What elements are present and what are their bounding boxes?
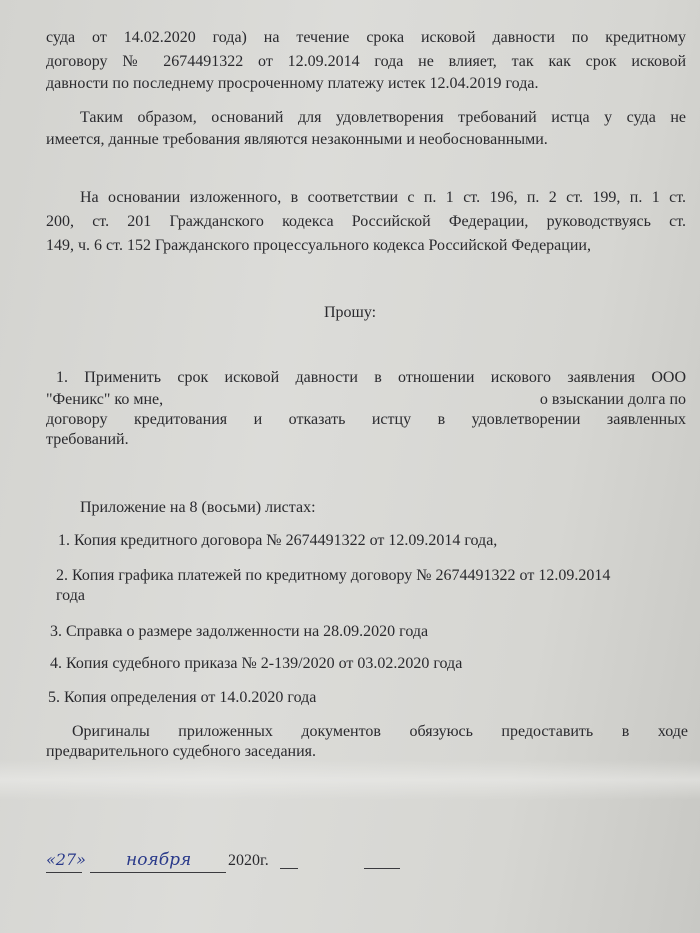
- attachments-heading: Приложение на 8 (восьми) листах:: [80, 499, 316, 516]
- paragraph-conclusion-line-1: Таким образом, оснований для удовлетворения требований истца у суда не: [80, 109, 686, 126]
- paper-fold-highlight: [0, 760, 700, 800]
- attachment-item-5: 5. Копия определения от 14.0.2020 года: [48, 689, 317, 706]
- paragraph-basis-line-2: 200, ст. 201 Гражданского кодекса Российской Федерации, руководствуясь ст.: [46, 213, 686, 230]
- paragraph-basis-line-3: 149, ч. 6 ст. 152 Гражданского процессуального кодекса Российской Федерации,: [46, 237, 591, 254]
- paragraph-top-line-3: давности по последнему просроченному платежу истек 12.04.2019 года.: [46, 75, 539, 92]
- paragraph-top-line-1: суда от 14.02.2020 года) на течение срока исковой давности по кредитному: [46, 29, 686, 46]
- attachment-item-1: 1. Копия кредитного договора № 2674491322 от 12.09.2014 года,: [58, 532, 498, 549]
- request-heading: Прошу:: [323, 304, 377, 321]
- day-underline: [46, 872, 82, 873]
- request-item-line-1: 1. Применить срок исковой давности в отношении искового заявления ООО: [56, 369, 686, 386]
- request-item-line-2-left: "Феникс" ко мне,: [46, 391, 164, 408]
- originals-note-line-2: предварительного судебного заседания.: [46, 743, 317, 760]
- request-item-line-4: требований.: [46, 431, 129, 448]
- handwritten-day: «27»: [46, 850, 86, 869]
- request-item-line-2: [46, 392, 686, 408]
- originals-note-line-1: Оригиналы приложенных документов обязуюсь предоставить в ходе: [72, 723, 688, 740]
- date-year: 2020г.: [228, 852, 269, 869]
- paragraph-conclusion-line-2: имеется, данные требования являются незаконными и необоснованными.: [46, 131, 548, 148]
- paragraph-basis-line-1: На основании изложенного, в соответствии с п. 1 ст. 196, п. 2 ст. 199, п. 1 ст.: [80, 189, 686, 206]
- request-item-line-3: договору кредитования и отказать истцу в удовлетворении заявленных: [46, 411, 686, 428]
- attachment-item-4: 4. Копия судебного приказа № 2-139/2020 от 03.02.2020 года: [50, 655, 463, 672]
- date-signature-line: [46, 848, 446, 888]
- signature-blank-2: [364, 868, 400, 869]
- attachment-item-3: 3. Справка о размере задолженности на 28.09.2020 года: [50, 623, 429, 640]
- handwritten-month: ноября: [126, 850, 192, 870]
- request-item-line-2-right: о взыскании долга по: [539, 391, 686, 408]
- attachment-item-2-continuation: года: [56, 587, 85, 604]
- signature-blank-1: [280, 868, 298, 869]
- paragraph-top-line-2: договору № 2674491322 от 12.09.2014 года не влияет, так как срок исковой: [46, 53, 686, 70]
- month-underline: [90, 872, 226, 873]
- attachment-item-2: 2. Копия графика платежей по кредитному договору № 2674491322 от 12.09.2014: [56, 567, 611, 584]
